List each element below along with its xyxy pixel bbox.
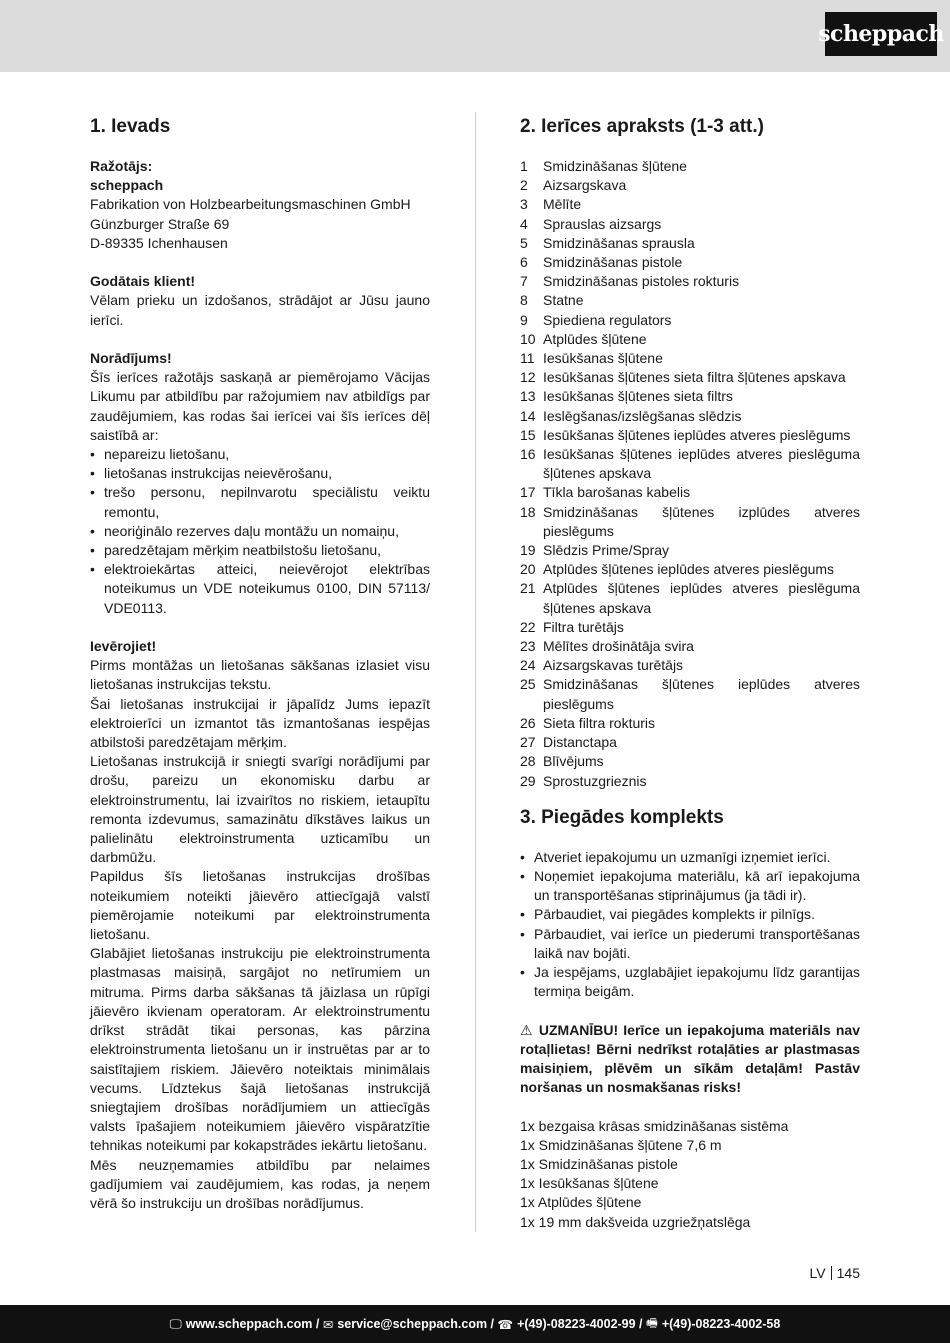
part-number: 9 [520, 311, 528, 328]
part-number: 3 [520, 196, 528, 213]
notice-label: Norādījums! [90, 350, 172, 366]
list-item [520, 407, 860, 426]
right-column [520, 112, 860, 1232]
notice-text: Šīs ierīces ražotājs saskaņā ar piemērojamo Vācijas Likumu par atbildību par ražojumiem nav atbildīgs par zaudējumiem, kas rodas šai ierīcei vai šīs ierīces dēļ saistībā ar: [90, 369, 430, 443]
list-item [520, 311, 860, 330]
list-item: • paredzētajam mērķim neatbilstošu lietošanu, [90, 541, 430, 560]
part-number: 8 [520, 292, 528, 309]
list-item [520, 272, 860, 291]
part-number: 28 [520, 753, 536, 770]
page-header-bar [0, 0, 950, 72]
list-item: • nepareizu lietošanu, [90, 445, 430, 464]
list-item: • trešo personu, nepilnvarotu speciālistu veiktu remontu, [90, 483, 430, 521]
list-item [520, 483, 860, 502]
part-number: 21 [520, 580, 536, 597]
page-number-separator [831, 1266, 832, 1280]
contents-item: 1x 19 mm dakšveida uzgriežņatslēga [520, 1213, 751, 1230]
part-label: Spiediena regulators [543, 311, 672, 328]
page-footer [0, 1305, 950, 1343]
part-number: 26 [520, 714, 536, 731]
contents-item: 1x Smidzināšanas šļūtene 7,6 m [520, 1136, 722, 1153]
scheppach-logo [818, 12, 944, 56]
part-number: 2 [520, 177, 528, 194]
attention-paragraph: Lietošanas instrukcijā ir sniegti svarīgi norādījumi par drošu, pareizu un ekonomisku darbu ar elektroinstrumentu, lai izvairītos no riskiem, ietaupītu remonta izdevumus, samazinātu dīkstāves laikus un palielinātu elektroinstrumenta uzticamību un darbmūžu. [90, 753, 430, 866]
list-item [520, 368, 860, 387]
part-label: Smidzināšanas šļūtene [543, 158, 687, 174]
left-column [90, 112, 430, 1213]
part-label: Iesūkšanas šļūtenes sieta filtrs [543, 388, 733, 405]
part-number: 13 [520, 388, 536, 405]
part-number: 18 [520, 503, 536, 520]
part-label: Iesūkšanas šļūtenes sieta filtra šļūtenes apskava [543, 369, 846, 386]
list-item [520, 157, 860, 176]
list-item [520, 330, 860, 349]
part-label: Atplūdes šļūtenes ieplūdes atveres pieslēguma šļūtenes apskava [543, 580, 860, 616]
part-label: Ieslēgšanas/izslēgšanas slēdzis [543, 407, 742, 424]
list-item [520, 541, 860, 560]
part-label: Sieta filtra rokturis [543, 714, 656, 731]
language-code: LV [809, 1265, 826, 1281]
list-item [520, 291, 860, 310]
page-number-value: 145 [836, 1265, 860, 1281]
list-item [520, 503, 860, 541]
part-number: 5 [520, 234, 528, 251]
list-item [520, 445, 860, 483]
greeting-text: Vēlam prieku un izdošanos, strādājot ar Jūsu jauno ierīci. [90, 292, 430, 328]
section-title-introduction: 1. Ievads [90, 116, 171, 137]
footer-email[interactable]: service@scheppach.com / [337, 1317, 495, 1331]
part-number: 4 [520, 215, 528, 232]
warning-triangle-icon: ⚠ [520, 1021, 534, 1038]
part-number: 29 [520, 772, 536, 789]
part-label: Smidzināšanas pistoles rokturis [543, 273, 740, 290]
list-item [520, 349, 860, 368]
part-number: 10 [520, 330, 536, 347]
list-item: • elektroiekārtas atteici, neievērojot elektrības noteikumus un VDE noteikumus 0100, DIN 57113/ VDE0113. [90, 560, 430, 618]
manufacturer-city: D-89335 Ichenhausen [90, 234, 228, 251]
list-item [520, 675, 860, 713]
list-item: • Pārbaudiet, vai ierīce un piederumi transportēšanas laikā nav bojāti. [520, 925, 860, 963]
list-item [520, 176, 860, 195]
part-label: Smidzināšanas sprausla [543, 234, 695, 251]
list-item [520, 234, 860, 253]
fax-icon: 🖷︎ [646, 1315, 658, 1330]
part-label: Iesūkšanas šļūtenes ieplūdes atveres pieslēguma šļūtenes apskava [543, 446, 860, 482]
part-label: Smidzināšanas pistole [543, 254, 683, 271]
attention-paragraph: Pirms montāžas un lietošanas sākšanas izlasiet visu lietošanas instrukcijas tekstu. [90, 657, 430, 693]
list-item: • Ja iespējams, uzglabājiet iepakojumu līdz garantijas termiņa beigām. [520, 963, 860, 1001]
part-number: 19 [520, 542, 536, 559]
contents-item: 1x Smidzināšanas pistole [520, 1155, 678, 1172]
attention-paragraph: Šai lietošanas instrukcijai ir jāpalīdz Jums iepazīt elektroierīci un izmantot tās izmantošanas iespējas atbilstoši paredzētajam mērķim. [90, 695, 430, 751]
part-number: 22 [520, 618, 536, 635]
part-label: Mēlītes drošinātāja svira [543, 638, 694, 655]
part-label: Slēdzis Prime/Spray [543, 542, 670, 559]
part-number: 12 [520, 369, 536, 386]
list-item: • lietošanas instrukcijas neievērošanu, [90, 464, 430, 483]
greeting-label: Godātais klient! [90, 273, 196, 290]
list-item [520, 195, 860, 214]
list-item [520, 253, 860, 272]
part-number: 11 [520, 350, 535, 367]
part-label: Atplūdes šļūtene [543, 330, 647, 347]
attention-paragraph: Mēs neuzņemamies atbildību par nelaimes gadījumiem vai zaudējumiem, kas rodas, ja neņem vērā šo instrukciju un drošības norādījumus. [90, 1156, 430, 1211]
part-number: 16 [520, 446, 536, 463]
list-item [520, 618, 860, 637]
part-label: Atplūdes šļūtenes ieplūdes atveres pieslēgums [543, 561, 835, 578]
part-label: Filtra turētājs [543, 618, 624, 635]
list-item [520, 656, 860, 675]
phone-icon: ☎︎ [497, 1317, 514, 1332]
part-label: Blīvējums [543, 753, 604, 770]
part-number: 24 [520, 657, 536, 674]
section-title-delivery: 3. Piegādes komplekts [520, 806, 724, 828]
part-number: 6 [520, 254, 528, 271]
list-item [520, 579, 860, 617]
part-number: 1 [520, 158, 528, 174]
safety-warning [520, 1021, 860, 1098]
part-label: Distanctapa [543, 734, 617, 751]
list-item [520, 215, 860, 234]
contents-item: 1x Iesūkšanas šļūtene [520, 1175, 659, 1192]
list-item [520, 752, 860, 771]
manufacturer-street: Günzburger Straße 69 [90, 215, 230, 232]
part-label: Aizsargskava [543, 177, 627, 194]
attention-paragraph: Glabājiet lietošanas instrukciju pie elektroinstrumenta plastmasas maisiņā, sargājot no netīrumiem un mitruma. Pirms darba sākšanas tā jāizlasa un rūpīgi jāievēro ikvienam operatoram. Ar elektroinstrumentu drīkst strādāt tikai personas, kas pārzina elektroinstrumenta lietošanu un ir instruētas par ar to saistītajiem riskiem. Jāievēro noteiktais minimālais vecums. Līdztekus šajā lietošanas instrukcijā sniegtajiem drošības norādījumiem un attiecīgās valsts īpašajiem noteikumiem jāievēro vispāratzītie tehnikas noteikumi par kokapstrādes iekārtu lietošanu. [90, 945, 430, 1154]
part-number: 20 [520, 561, 536, 578]
list-item [520, 714, 860, 733]
part-number: 25 [520, 676, 536, 693]
part-label: Sprauslas aizsargs [543, 215, 662, 232]
part-label: Aizsargskavas turētājs [543, 657, 684, 674]
logo-text: scheppach [818, 21, 944, 47]
list-item: • Noņemiet iepakojuma materiālu, kā arī iepakojuma un transportēšanas stiprinājumus (ja tādi ir). [520, 867, 860, 905]
attention-label: Ievērojiet! [90, 638, 157, 655]
part-number: 23 [520, 638, 536, 655]
part-number: 17 [520, 484, 536, 501]
part-number: 27 [520, 734, 536, 751]
footer-website[interactable]: www.scheppach.com / [185, 1317, 320, 1331]
computer-icon: 🖵︎ [169, 1316, 182, 1331]
manufacturer-label: Ražotājs: [90, 158, 153, 174]
list-item [520, 772, 860, 791]
part-label: Iesūkšanas šļūtene [543, 350, 663, 367]
part-number: 14 [520, 407, 536, 424]
section-title-device-description: 2. Ierīces apraksts (1-3 att.) [520, 116, 764, 137]
part-label: Tīkla barošanas kabelis [543, 484, 691, 501]
attention-paragraph: Papildus šīs lietošanas instrukcijas drošības noteikumiem noteikti jāievēro attiecīgajā valstī piemērojamie noteikumi par elektroinstrumenta lietošanu. [90, 868, 430, 943]
list-item [520, 733, 860, 752]
part-label: Statne [543, 292, 584, 309]
contents-item: 1x Atplūdes šļūtene [520, 1194, 642, 1211]
page-number [810, 1265, 860, 1281]
column-divider [475, 112, 476, 1232]
list-item [520, 637, 860, 656]
footer-fax: +(49)-08223-4002-58 [661, 1317, 781, 1331]
part-number: 7 [520, 273, 528, 290]
list-item [520, 387, 860, 406]
list-item [520, 560, 860, 579]
list-item: • Pārbaudiet, vai piegādes komplekts ir pilnīgs. [520, 905, 860, 924]
warning-text: UZMANĪBU! Ierīce un iepakojuma materiāls nav rotaļlietas! Bērni nedrīkst rotaļāties ar plastmasas maisiņiem, plēvēm un sīkām detaļām! Pastāv noršanas un nosmakšanas risks! [520, 1021, 861, 1096]
mail-icon: ✉︎ [322, 1317, 334, 1332]
parts-list [520, 157, 860, 791]
part-label: Iesūkšanas šļūtenes ieplūdes atveres pieslēgums [543, 426, 851, 443]
list-item: • neoriģinālo rezerves daļu montāžu un nomaiņu, [90, 522, 430, 541]
manufacturer-company: Fabrikation von Holzbearbeitungsmaschinen GmbH [90, 196, 411, 213]
delivery-steps-list [520, 848, 860, 1002]
footer-phone: +(49)-08223-4002-99 / [517, 1317, 643, 1331]
notice-list [90, 445, 430, 618]
part-label: Smidzināšanas šļūtenes izplūdes atveres pieslēgums [543, 503, 860, 539]
part-number: 15 [520, 426, 536, 443]
part-label: Smidzināšanas šļūtenes ieplūdes atveres pieslēgums [543, 676, 860, 712]
list-item: • Atveriet iepakojumu un uzmanīgi izņemiet ierīci. [520, 848, 860, 867]
list-item [520, 426, 860, 445]
part-label: Sprostuzgrieznis [543, 772, 647, 789]
contents-item: 1x bezgaisa krāsas smidzināšanas sistēma [520, 1117, 789, 1134]
manufacturer-name: scheppach [90, 177, 164, 194]
part-label: Mēlīte [543, 196, 582, 213]
